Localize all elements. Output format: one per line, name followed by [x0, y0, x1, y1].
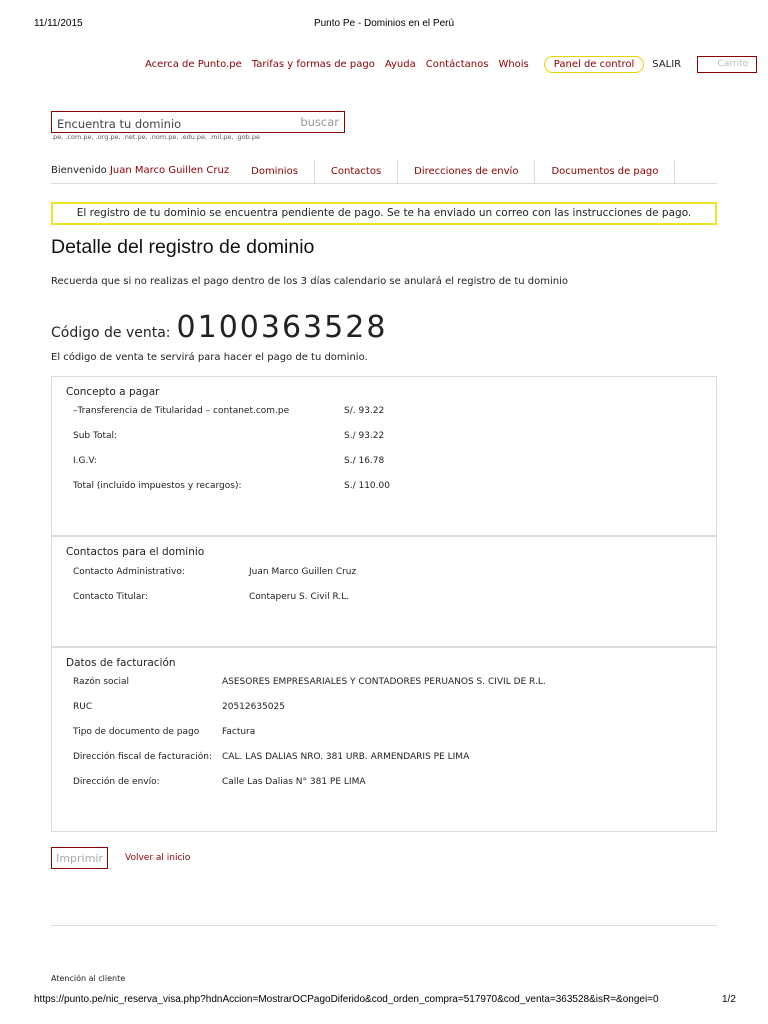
payment-row-value: S./ 93.22 — [344, 431, 385, 441]
payment-row-value: S./ 110.00 — [344, 481, 390, 491]
tab-contactos[interactable]: Contactos — [315, 160, 398, 183]
cart-button[interactable]: Carrito — [697, 56, 757, 73]
billing-row-value: 20512635025 — [222, 702, 285, 712]
billing-title: Datos de facturación — [66, 657, 176, 669]
billing-row-value: CAL. LAS DALIAS NRO. 381 URB. ARMENDARIS PE LIMA — [222, 752, 470, 762]
billing-card — [51, 647, 717, 832]
tab-dominios[interactable]: Dominios — [235, 160, 315, 183]
payment-row-label: Total (incluido impuestos y recargos): — [73, 481, 242, 491]
search-button[interactable]: buscar — [300, 115, 339, 129]
billing-row-label: RUC — [73, 702, 93, 712]
user-nav — [51, 160, 717, 184]
payment-row-value: S./ 16.78 — [344, 456, 385, 466]
sale-code-help: El código de venta te servirá para hacer el pago de tu dominio. — [51, 352, 368, 363]
panel-control-button[interactable]: Panel de control — [544, 56, 645, 73]
nav-link-ayuda[interactable]: Ayuda — [384, 59, 416, 70]
payment-card — [51, 376, 717, 536]
payment-reminder: Recuerda que si no realizas el pago dentro de los 3 días calendario se anulará el registro de tu dominio — [51, 276, 569, 287]
billing-row-value: Factura — [222, 727, 256, 737]
contact-row-label: Contacto Titular: — [73, 592, 148, 602]
nav-link-acerca[interactable]: Acerca de Punto.pe — [145, 59, 242, 70]
print-date: 11/11/2015 — [34, 18, 83, 29]
payment-row-label: I.G.V: — [73, 456, 97, 466]
payment-row-label: Sub Total: — [73, 431, 118, 441]
billing-row-label: Dirección de envío: — [73, 777, 160, 787]
payment-title: Concepto a pagar — [66, 386, 160, 398]
contacts-title: Contactos para el dominio — [66, 546, 205, 558]
footer-divider — [51, 925, 717, 926]
sale-code-label: Código de venta: — [51, 325, 171, 341]
pending-payment-alert: El registro de tu dominio se encuentra pendiente de pago. Se te ha enviado un correo con las instrucciones de pago. — [51, 202, 717, 225]
billing-row-label: Razón social — [73, 677, 130, 687]
customer-support-link[interactable]: Atención al cliente — [51, 974, 126, 983]
print-url: https://punto.pe/nic_reserva_visa.php?hdnAccion=MostrarOCPagoDiferido&cod_orden_compra=517970&cod_venta=363528&isR=&ongei=0 — [34, 994, 659, 1005]
welcome-text — [51, 160, 229, 183]
back-home-link[interactable]: Volver al inicio — [125, 853, 191, 863]
top-nav — [145, 56, 757, 73]
billing-row-value: ASESORES EMPRESARIALES Y CONTADORES PERUANOS S. CIVIL DE R.L. — [222, 677, 546, 687]
domain-search-box[interactable] — [51, 111, 345, 133]
print-title: Punto Pe - Dominios en el Perú — [313, 18, 455, 29]
billing-row-value: Calle Las Dalias N° 381 PE LIMA — [222, 777, 366, 787]
sale-code-value: 0100363528 — [176, 310, 388, 345]
payment-row-value: S/. 93.22 — [344, 406, 385, 416]
contact-row-label: Contacto Administrativo: — [73, 567, 185, 577]
tab-direcciones[interactable]: Direcciones de envío — [398, 160, 535, 183]
contact-row-value: Contaperu S. Civil R.L. — [249, 592, 350, 602]
payment-row-label: –Transferencia de Titularidad – contanet.com.pe — [73, 406, 290, 416]
page-title: Detalle del registro de dominio — [51, 236, 315, 258]
nav-link-tarifas[interactable]: Tarifas y formas de pago — [251, 59, 375, 70]
tld-list: .pe, .com.pe, .org.pe, .net.pe, .nom.pe, .edu.pe, .mil.pe, .gob.pe — [51, 133, 260, 141]
print-button[interactable]: Imprimir — [51, 847, 108, 869]
nav-link-whois[interactable]: Whois — [498, 59, 529, 70]
welcome-label: Bienvenido — [51, 165, 107, 176]
nav-link-contacto[interactable]: Contáctanos — [425, 59, 489, 70]
sale-code-row — [51, 310, 387, 345]
tab-documentos[interactable]: Documentos de pago — [535, 160, 675, 183]
billing-row-label: Tipo de documento de pago — [73, 727, 200, 737]
billing-row-label: Dirección fiscal de facturación: — [73, 752, 213, 762]
search-input[interactable]: Encuentra tu dominio — [57, 116, 182, 131]
contacts-card — [51, 536, 717, 647]
contact-row-value: Juan Marco Guillen Cruz — [249, 567, 357, 577]
print-page-number: 1/2 — [722, 994, 736, 1005]
user-name[interactable]: Juan Marco Guillen Cruz — [109, 165, 230, 176]
logout-link[interactable]: SALIR — [652, 59, 682, 70]
